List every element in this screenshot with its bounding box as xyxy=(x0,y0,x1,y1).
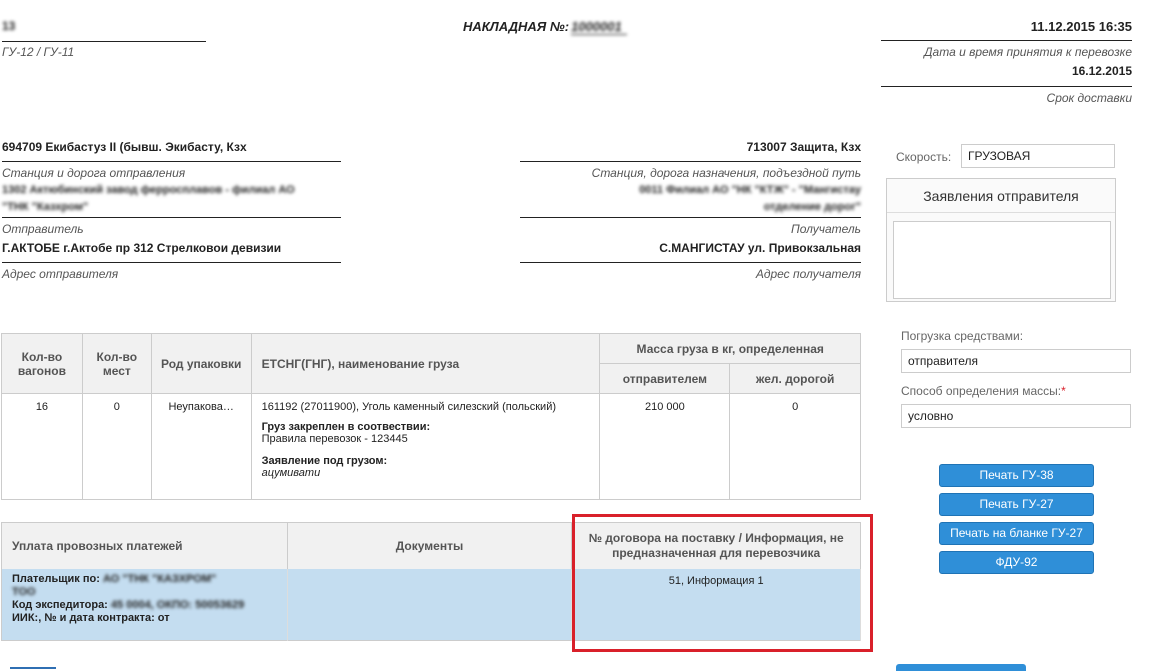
col-header-mass-sender: отправителем xyxy=(600,364,730,394)
highlight-box xyxy=(572,514,873,652)
divider xyxy=(2,161,341,162)
divider xyxy=(881,40,1132,41)
speed-label: Скорость: xyxy=(896,150,952,164)
receiver-address-label: Адрес получателя xyxy=(755,267,861,281)
cargo-name: 161192 (27011900), Уголь каменный силезский (польский) xyxy=(261,401,556,413)
divider xyxy=(2,262,341,263)
col-header-places: Кол-во мест xyxy=(82,334,151,394)
statement-label: Заявление под грузом: xyxy=(261,455,388,467)
sender-name-line2: "ТНК "Казхром" xyxy=(2,201,89,213)
mass-method-field[interactable]: условно xyxy=(901,404,1131,428)
divider xyxy=(520,262,861,263)
form-code: ГУ-12 / ГУ-11 xyxy=(2,45,75,59)
loading-field[interactable]: отправителя xyxy=(901,349,1131,373)
table-row[interactable] xyxy=(2,394,861,500)
cell-mass-sender: 210 000 xyxy=(600,394,730,500)
payer-line2: ТОО xyxy=(12,585,36,598)
divider xyxy=(2,41,206,42)
mass-method-label xyxy=(901,384,1066,398)
required-mark: * xyxy=(1061,384,1066,398)
print-blank-gu27-button[interactable]: Печать на бланке ГУ-27 xyxy=(939,522,1094,545)
payer-value: АО "ТНК "КАЗХРОМ" xyxy=(102,572,217,585)
invoice-left-number: 13 xyxy=(2,19,16,33)
delivery-date: 16.12.2015 xyxy=(1071,64,1132,78)
bottom-link-partial[interactable] xyxy=(10,667,56,671)
iik-label: ИИК: xyxy=(12,611,39,624)
cell-places: 0 xyxy=(82,394,151,500)
iik-value: , № и дата контракта: от xyxy=(38,611,170,624)
page-title xyxy=(463,19,627,35)
receiver-address: С.МАНГИСТАУ ул. Привокзальная xyxy=(659,241,861,255)
forwarder-value: 45 0004, ОКПО: 50053629 xyxy=(110,598,245,611)
col-header-mass: Масса груза в кг, определенная xyxy=(600,334,861,364)
sender-name-line1: 1302 Актюбинский завод ферросплавов - филиал АО xyxy=(2,184,295,196)
receiver-name-line2: отделение дорог" xyxy=(763,201,861,213)
invoice-datetime: 11.12.2015 16:35 xyxy=(1030,19,1132,34)
fdu92-button[interactable]: ФДУ-92 xyxy=(939,551,1094,574)
sender-address-label: Адрес отправителя xyxy=(2,267,119,281)
accept-date-label: Дата и время принятия к перевозке xyxy=(924,45,1132,59)
col-header-contract: № договора на поставку / Информация, не предназначенная для перевозчика xyxy=(572,523,861,569)
cell-mass-rail: 0 xyxy=(730,394,861,500)
cell-wagons: 16 xyxy=(2,394,83,500)
sender-statements-title: Заявления отправителя xyxy=(887,179,1115,213)
cell-contract: 51, Информация 1 xyxy=(572,569,861,641)
statement-value: ацумиваmи xyxy=(261,467,321,479)
delivery-date-label: Срок доставки xyxy=(1046,91,1132,105)
receiver-name-line1: 0011 Филиал АО "НК "КТЖ" - "Мангистау xyxy=(639,184,861,196)
col-header-mass-rail: жел. дорогой xyxy=(730,364,861,394)
col-header-packaging: Род упаковки xyxy=(151,334,251,394)
departure-station-label: Станция и дорога отправления xyxy=(2,166,186,180)
invoice-number: 1000001 xyxy=(571,19,627,35)
divider xyxy=(520,161,861,162)
sender-label: Отправитель xyxy=(2,222,84,236)
departure-station: 694709 Екибастуз II (бывш. Экибасту, Кзх xyxy=(2,140,247,154)
col-header-wagons: Кол-во вагонов xyxy=(2,334,83,394)
page-title-text: НАКЛАДНАЯ №: xyxy=(463,19,570,34)
divider xyxy=(2,217,341,218)
cargo-table xyxy=(1,333,861,500)
payer-label: Плательщик по: xyxy=(12,572,100,585)
print-gu38-button[interactable]: Печать ГУ-38 xyxy=(939,464,1094,487)
print-gu27-button[interactable]: Печать ГУ-27 xyxy=(939,493,1094,516)
loading-label: Погрузка средствами: xyxy=(901,329,1024,343)
secured-value: Правила перевозок - 123445 xyxy=(261,433,408,445)
col-header-payment: Уплата провозных платежей xyxy=(2,523,288,569)
destination-station-label: Станция, дорога назначения, подъездной путь xyxy=(591,166,861,180)
divider xyxy=(520,217,861,218)
cell-packaging: Неупакова… xyxy=(151,394,251,500)
bottom-button-partial[interactable] xyxy=(896,664,1026,671)
cell-documents xyxy=(287,569,572,641)
secured-label: Груз закреплен в соотвествии: xyxy=(261,421,431,433)
col-header-cargo: ЕТСНГ(ГНГ), наименование груза xyxy=(251,334,600,394)
cell-payment xyxy=(2,569,288,641)
sender-statements-panel xyxy=(886,178,1116,302)
sender-statements-textarea[interactable] xyxy=(893,221,1111,299)
receiver-label: Получатель xyxy=(791,222,861,236)
col-header-documents: Документы xyxy=(287,523,572,569)
speed-field[interactable]: ГРУЗОВАЯ xyxy=(961,144,1115,168)
divider xyxy=(881,86,1132,87)
sender-address: Г.АКТОБЕ г.Актобе пр 312 Стрелковои девизии xyxy=(2,241,282,255)
mass-method-label-text: Способ определения массы: xyxy=(901,384,1062,398)
destination-station: 713007 Защита, Кзх xyxy=(746,140,861,154)
forwarder-label: Код экспедитора: xyxy=(12,598,108,611)
cell-cargo xyxy=(251,394,600,500)
